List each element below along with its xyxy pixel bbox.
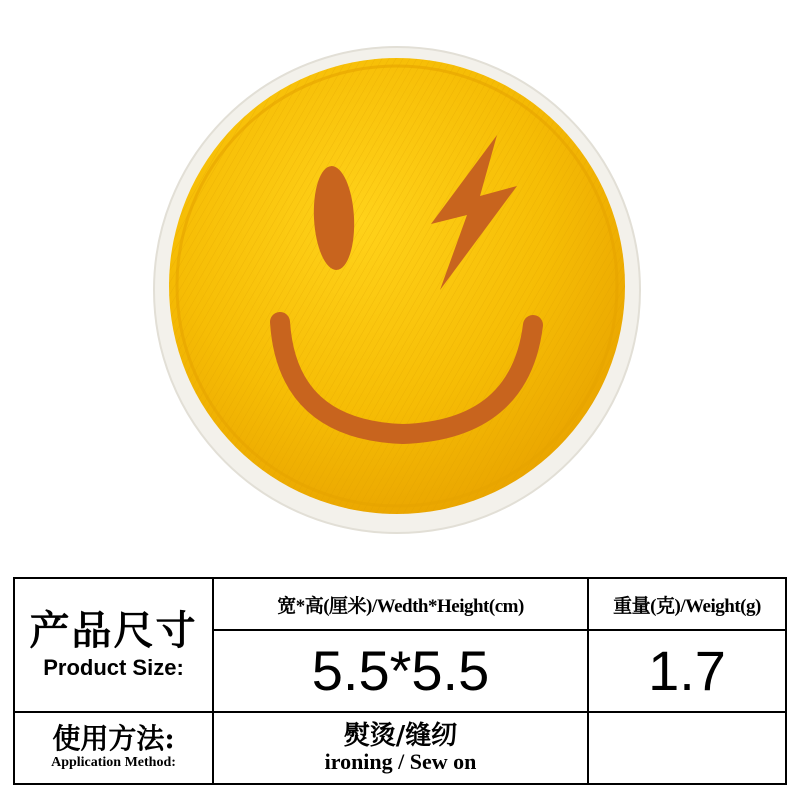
- size-header: 宽*高(厘米)/Wedth*Height(cm): [213, 578, 588, 630]
- size-value: 5.5*5.5: [213, 630, 588, 712]
- product-spec-table: [13, 577, 787, 785]
- product-size-label-cell: [14, 578, 213, 712]
- method-zh: 使用方法:: [52, 722, 175, 755]
- weight-value: 1.7: [588, 630, 786, 712]
- method-en: Application Method:: [51, 755, 176, 770]
- method-label-cell: [14, 712, 213, 784]
- method-value-en: ironing / Sew on: [324, 749, 477, 774]
- empty-cell: [588, 712, 786, 784]
- product-size-zh: 产品尺寸: [29, 607, 198, 654]
- weight-header: 重量(克)/Weight(g): [588, 578, 786, 630]
- method-value-cell: [213, 712, 588, 784]
- product-size-en: Product Size:: [43, 655, 184, 680]
- method-value-zh: 熨烫/缝纫: [343, 721, 458, 751]
